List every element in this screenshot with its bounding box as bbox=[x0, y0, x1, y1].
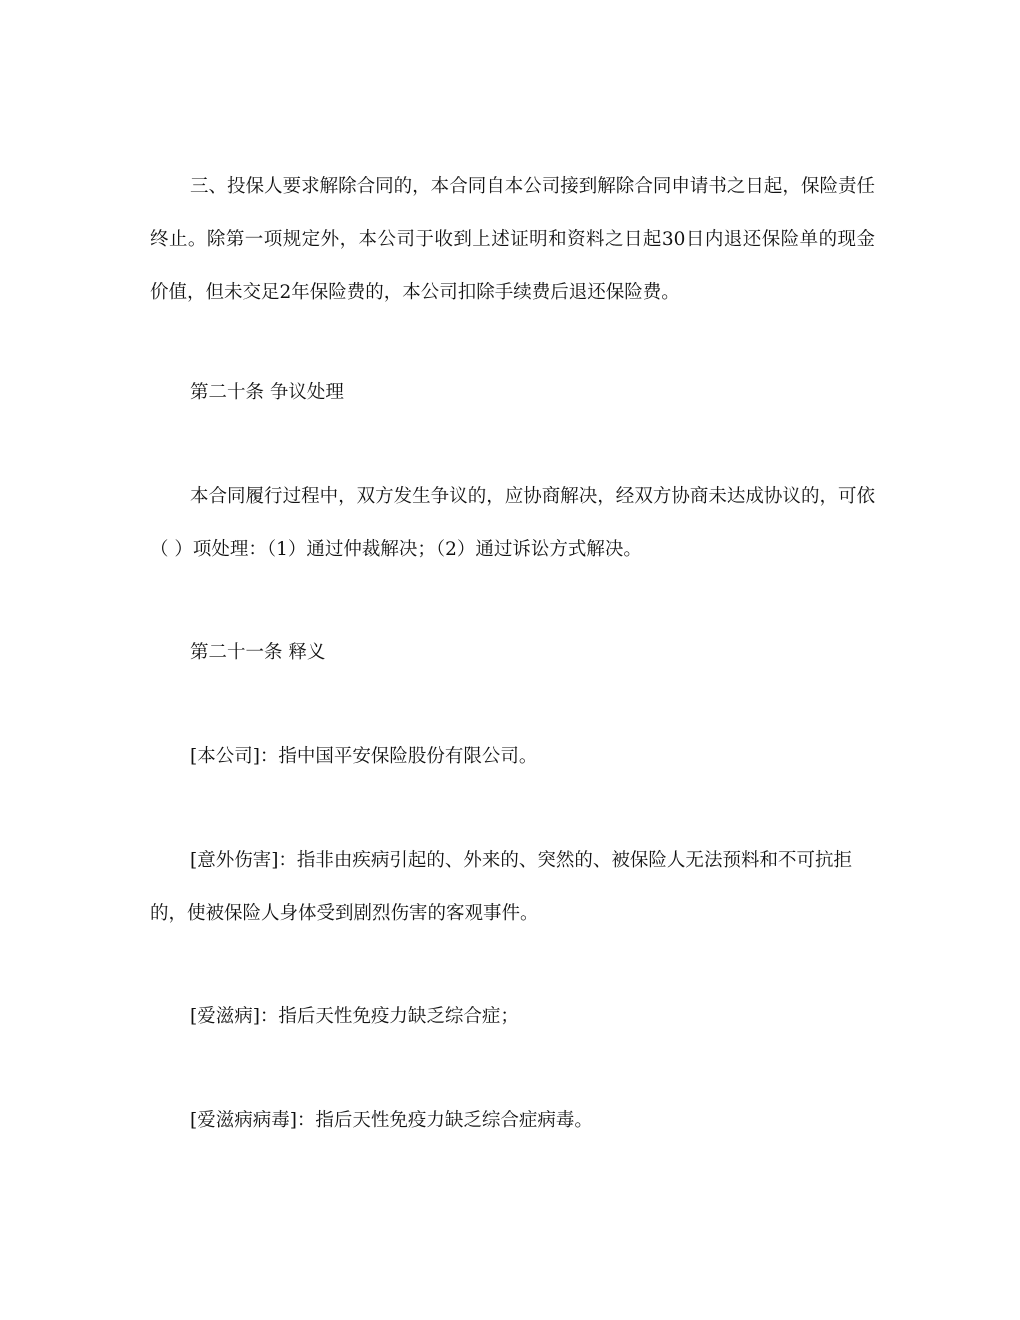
definition-hiv: [爱滋病病毒]：指后天性免疫力缺乏综合症病毒。 bbox=[190, 1110, 593, 1131]
article-20-heading: 第二十条 争议处理 bbox=[190, 382, 344, 403]
definition-accident: [意外伤害]：指非由疾病引起的、外来的、突然的、被保险人无法预料和不可抗拒的，使被保险人身体受到剧烈伤害的客观事件。 bbox=[150, 850, 852, 924]
paragraph-termination: 三、投保人要求解除合同的，本合同自本公司接到解除合同申请书之日起，保险责任终止。除第一项规定外，本公司于收到上述证明和资料之日起30日内退还保险单的现金价值，但未交足2年保险费的，本公司扣除手续费后退还保险费。 bbox=[150, 176, 875, 303]
paragraph-dispute: 本合同履行过程中，双方发生争议的，应协商解决，经双方协商未达成协议的，可依（ ）项处理：（1）通过仲裁解决；（2）通过诉讼方式解决。 bbox=[150, 486, 875, 560]
definition-company: [本公司]：指中国平安保险股份有限公司。 bbox=[190, 746, 538, 767]
definition-aids: [爱滋病]：指后天性免疫力缺乏综合症； bbox=[190, 1006, 519, 1027]
article-21-heading: 第二十一条 释义 bbox=[190, 642, 326, 663]
